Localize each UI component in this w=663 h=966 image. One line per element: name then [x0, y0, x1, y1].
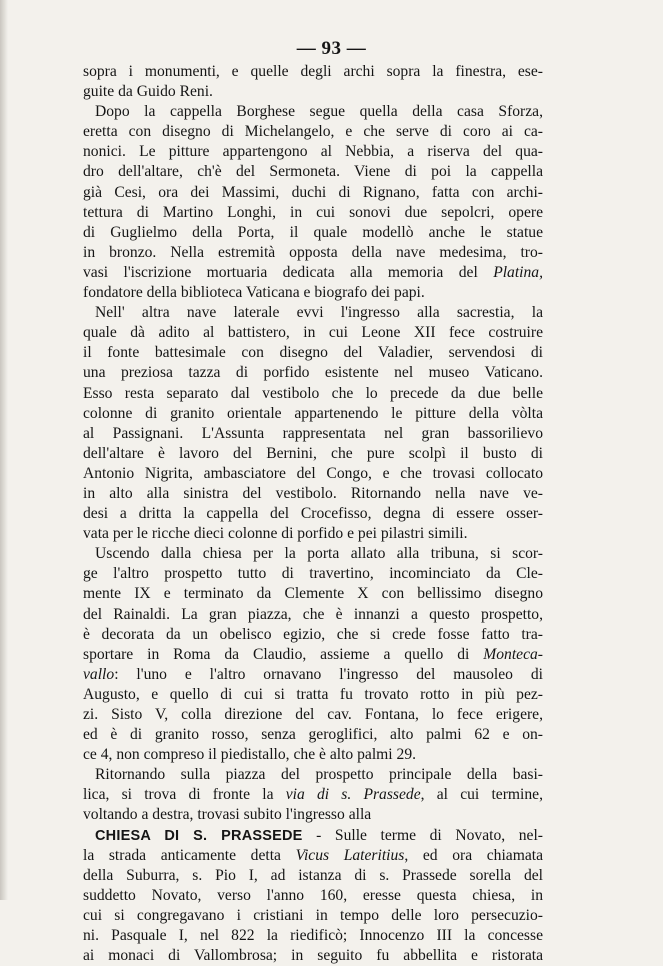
text-line: ed è di granito rosso, senza geroglifici, alto palmi 62 e on-	[83, 726, 543, 744]
text-line	[83, 785, 543, 805]
text-line: dro dell'altare, ch'è del Sermoneta. Viene di poi la cappella	[83, 163, 543, 181]
text-line: zi. Sisto V, colla direzione del cav. Fontana, lo fece erigere,	[83, 706, 543, 723]
text-line: della Suburra, s. Pio I, ad istanza di s. Prassede sorella del	[83, 866, 543, 884]
text-line: mente IX e terminato da Clemente X con bellissimo disegno	[83, 585, 543, 603]
text-line: è decorata da un obelisco egizio, che si crede fosse fatto tra-	[83, 625, 543, 643]
text-line: vata per le ricche dieci colonne di porfido e pei pilastri simili.	[83, 525, 468, 543]
text-line: in bronzo. Nella estremità opposta della nave medesima, tro-	[83, 243, 543, 261]
text-line	[83, 846, 543, 866]
italic-place-montecavallo-end: vallo	[83, 665, 115, 683]
italic-latin-vicus: Vicus Lateritius	[295, 846, 405, 864]
text-line: eretta con disegno di Michelangelo, e che serve di coro ai ca-	[83, 123, 543, 141]
text-line: ge l'altro prospetto tutto di travertino, incominciato da Cle-	[83, 565, 543, 583]
text-line: Augusto, e quello di cui si tratta fu trovato rotto in più pez-	[83, 685, 543, 703]
italic-street-via-prassede: via di s. Prassede	[285, 786, 421, 804]
text-line: cui si congregavano i cristiani in tempo delle loro persecuzio-	[83, 906, 543, 924]
text-line: il fonte battesimale con disegno del Valadier, servendosi di	[83, 344, 543, 362]
text-line: ce 4, non compreso il piedistallo, che è alto palmi 29.	[83, 746, 417, 764]
text-line: al Passignani. L'Assunta rappresentata nel gran bassorilievo	[83, 424, 543, 442]
text-run: , al cui termine,	[420, 786, 543, 804]
text-line: suddetto Novato, verso l'anno 160, eresse questa chiesa, in	[83, 886, 543, 904]
text-line: colonne di granito orientale appartenendo le pitture della vòlta	[83, 404, 543, 422]
text-run: vasi l'iscrizione mortuaria dedicata alla memoria del	[83, 263, 494, 281]
text-run: lica, si trova di fronte la	[83, 786, 286, 804]
text-run: : l'uno e l'altro ornavano l'ingresso del mausoleo di	[114, 665, 543, 683]
text-line: sopra i monumenti, e quelle degli archi sopra la finestra, ese-	[83, 63, 543, 80]
text-line: una preziosa tazza di porfido esistente nel museo Vaticano.	[83, 364, 543, 382]
paragraph-start-line: Uscendo dalla chiesa per la porta allato alla tribuna, si scor-	[95, 545, 543, 563]
text-line: in alto alla sinistra del vestibolo. Ritornando nella nave ve-	[83, 484, 543, 502]
text-line: ai monaci di Vallombrosa; in seguito fu abbellita e ristorata	[83, 947, 543, 965]
text-line: ni. Pasquale I, nel 822 la riedificò; Innocenzo III la concesse	[83, 927, 543, 945]
text-line: di Guglielmo della Porta, il quale modellò anche le statue	[83, 223, 543, 241]
text-run: sportare in Roma da Claudio, assieme a quello di	[83, 645, 484, 663]
text-line: dell'altare è lavoro del Bernini, che pure scolpì il busto di	[83, 444, 543, 462]
page-number: — 93 —	[296, 38, 367, 59]
text-line: nonici. Le pitture appartengono al Nebbia, a riserva del qua-	[83, 143, 543, 161]
text-line: fondatore della biblioteca Vaticana e biografo dei papi.	[83, 284, 425, 302]
paragraph-start-line: Ritornando sulla piazza del prospetto principale della basi-	[95, 766, 543, 784]
text-run: la strada anticamente detta	[83, 846, 296, 864]
paragraph-start-line: Nell' altra nave laterale evvi l'ingresso alla sacrestia, la	[95, 304, 543, 322]
body-text	[83, 62, 543, 966]
text-line: già Cesi, ora dei Massimi, duchi di Rignano, fatta con archi-	[83, 183, 543, 201]
page-gutter-shadow	[0, 0, 8, 900]
text-line: guite da Guido Reni.	[83, 83, 213, 101]
text-line	[83, 665, 543, 685]
section-heading-line	[83, 826, 543, 846]
text-line: del Rainaldi. La gran piazza, che è innanzi a questo prospetto,	[83, 605, 543, 623]
text-run: - Sulle terme di Novato, nel-	[302, 826, 543, 844]
section-heading: CHIESA DI S. PRASSEDE	[95, 827, 303, 844]
text-line: Antonio Nigrita, ambasciatore del Congo, e che trovasi collocato	[83, 464, 543, 482]
paragraph-start-line: Dopo la cappella Borghese segue quella della casa Sforza,	[95, 103, 543, 121]
italic-name-platina: Platina,	[493, 263, 543, 281]
text-line: Esso resta separato dal vestibolo che lo precede da due belle	[83, 384, 543, 402]
text-line	[83, 263, 543, 283]
text-line	[83, 645, 543, 665]
text-line: voltando a destra, trovasi subito l'ingresso alla	[83, 806, 372, 824]
text-line: desi a dritta la cappella del Crocefisso, degna di essere osser-	[83, 505, 543, 523]
text-run: , ed ora chiamata	[404, 846, 543, 864]
text-line: quale dà adito al battistero, in cui Leone XII fece costruire	[83, 324, 543, 342]
text-line: tettura di Martino Longhi, in cui sonovi due sepolcri, opere	[83, 203, 543, 221]
italic-place-montecavallo: Monteca-	[483, 645, 543, 663]
